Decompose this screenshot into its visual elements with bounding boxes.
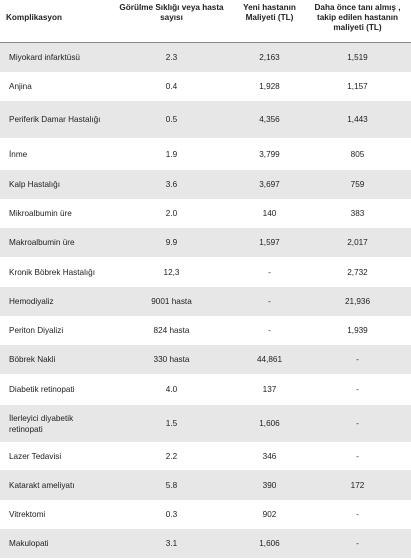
- cell-followed-patient-cost: -: [304, 374, 411, 405]
- table-row: [0, 228, 411, 257]
- table-row: [0, 500, 411, 529]
- cell-complication: Böbrek Nakli: [0, 345, 108, 374]
- cell-followed-patient-cost: 2,017: [304, 228, 411, 257]
- cell-complication: Kronik Böbrek Hastalığı: [0, 257, 108, 287]
- cell-frequency: 3.6: [108, 170, 235, 199]
- cell-followed-patient-cost: -: [304, 345, 411, 374]
- table-row: [0, 170, 411, 199]
- table-row: [0, 529, 411, 558]
- cell-complication: Makulopati: [0, 529, 108, 558]
- cell-followed-patient-cost: 759: [304, 170, 411, 199]
- cell-frequency: 0.3: [108, 500, 235, 529]
- table-row: [0, 316, 411, 345]
- table-row: [0, 42, 411, 72]
- cell-followed-patient-cost: -: [304, 442, 411, 470]
- cell-complication: Vitrektomi: [0, 500, 108, 529]
- cell-frequency: 824 hasta: [108, 316, 235, 345]
- cell-frequency: 2.3: [108, 42, 235, 72]
- cell-new-patient-cost: -: [235, 316, 304, 345]
- cell-new-patient-cost: 3,697: [235, 170, 304, 199]
- table-row: [0, 442, 411, 470]
- cell-complication: Katarakt ameliyatı: [0, 470, 108, 500]
- cell-new-patient-cost: 137: [235, 374, 304, 405]
- cell-followed-patient-cost: 2,732: [304, 257, 411, 287]
- cell-followed-patient-cost: -: [304, 500, 411, 529]
- cell-new-patient-cost: 1,928: [235, 72, 304, 101]
- cell-new-patient-cost: 1,597: [235, 228, 304, 257]
- cell-new-patient-cost: 140: [235, 199, 304, 228]
- cell-new-patient-cost: -: [235, 257, 304, 287]
- table-body: [0, 42, 411, 558]
- table-row: [0, 101, 411, 138]
- cell-complication: Hemodiyaliz: [0, 287, 108, 316]
- table-row: [0, 72, 411, 101]
- cell-new-patient-cost: 390: [235, 470, 304, 500]
- table-row: [0, 405, 411, 442]
- header-followed-patient-cost: Daha önce tanı almış , takip edilen hastanın maliyeti (TL): [304, 0, 411, 42]
- cell-complication: Makroalbumin üre: [0, 228, 108, 257]
- cell-followed-patient-cost: 805: [304, 138, 411, 170]
- table-row: [0, 199, 411, 228]
- cell-new-patient-cost: 44,861: [235, 345, 304, 374]
- cell-frequency: 9001 hasta: [108, 287, 235, 316]
- cell-new-patient-cost: -: [235, 287, 304, 316]
- cell-followed-patient-cost: 1,157: [304, 72, 411, 101]
- cell-frequency: 0.4: [108, 72, 235, 101]
- cell-followed-patient-cost: 21,936: [304, 287, 411, 316]
- cell-frequency: 330 hasta: [108, 345, 235, 374]
- cell-followed-patient-cost: 1,939: [304, 316, 411, 345]
- cell-frequency: 4.0: [108, 374, 235, 405]
- table-row: [0, 374, 411, 405]
- cell-frequency: 1.5: [108, 405, 235, 442]
- cell-frequency: 5.8: [108, 470, 235, 500]
- cell-complication: İlerleyici diyabetik retinopati: [0, 405, 108, 442]
- cell-new-patient-cost: 3,799: [235, 138, 304, 170]
- cell-frequency: 2.0: [108, 199, 235, 228]
- cell-new-patient-cost: 1,606: [235, 405, 304, 442]
- cell-complication: Kalp Hastalığı: [0, 170, 108, 199]
- cell-frequency: 12,3: [108, 257, 235, 287]
- cell-frequency: 3.1: [108, 529, 235, 558]
- table-header-row: [0, 0, 411, 42]
- cell-followed-patient-cost: 1,519: [304, 42, 411, 72]
- header-complication: Komplikasyon: [0, 0, 108, 42]
- cell-new-patient-cost: 902: [235, 500, 304, 529]
- cell-complication: Diabetik retinopati: [0, 374, 108, 405]
- table-row: [0, 287, 411, 316]
- cell-complication: Periton Diyalizi: [0, 316, 108, 345]
- cell-new-patient-cost: 4,356: [235, 101, 304, 138]
- cell-complication: İnme: [0, 138, 108, 170]
- cell-followed-patient-cost: 383: [304, 199, 411, 228]
- cell-complication: Periferik Damar Hastalığı: [0, 101, 108, 138]
- table-row: [0, 470, 411, 500]
- table-row: [0, 345, 411, 374]
- cell-complication: Miyokard infarktüsü: [0, 42, 108, 72]
- cell-new-patient-cost: 346: [235, 442, 304, 470]
- cell-complication: Mikroalbumin üre: [0, 199, 108, 228]
- table-row: [0, 138, 411, 170]
- cell-new-patient-cost: 2,163: [235, 42, 304, 72]
- cell-followed-patient-cost: -: [304, 405, 411, 442]
- cell-frequency: 9.9: [108, 228, 235, 257]
- cell-frequency: 1.9: [108, 138, 235, 170]
- header-new-patient-cost: Yeni hastanın Maliyeti (TL): [235, 0, 304, 42]
- cell-followed-patient-cost: -: [304, 529, 411, 558]
- cell-complication: Lazer Tedavisi: [0, 442, 108, 470]
- header-frequency: Görülme Sıklığı veya hasta sayısı: [108, 0, 235, 42]
- cell-frequency: 0.5: [108, 101, 235, 138]
- cell-followed-patient-cost: 1,443: [304, 101, 411, 138]
- cell-new-patient-cost: 1,606: [235, 529, 304, 558]
- table-row: [0, 257, 411, 287]
- cell-frequency: 2.2: [108, 442, 235, 470]
- cell-followed-patient-cost: 172: [304, 470, 411, 500]
- cell-complication: Anjina: [0, 72, 108, 101]
